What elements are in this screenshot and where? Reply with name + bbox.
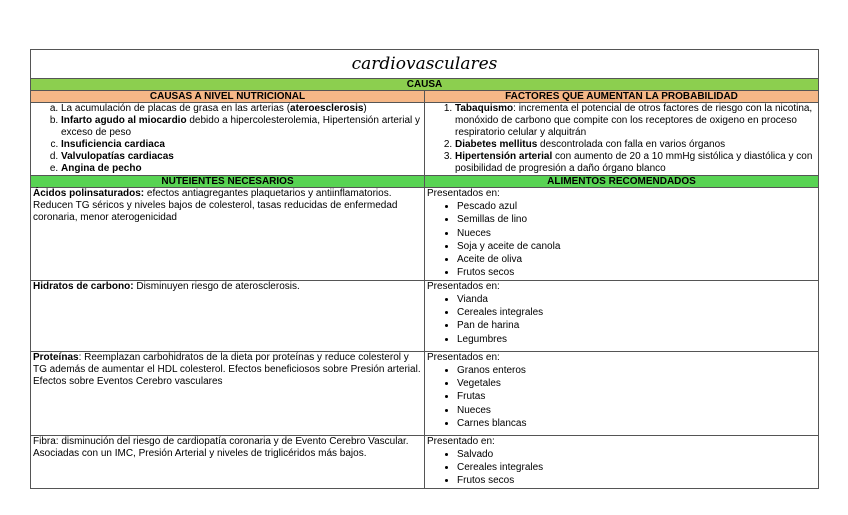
cause-bold: Infarto agudo al miocardio xyxy=(61,115,187,126)
list-item: • Frutos secos xyxy=(457,474,816,487)
list-item: • Aceite de oliva xyxy=(457,253,816,266)
nutrient-label: Ácidos polinsaturados: xyxy=(33,188,145,199)
foods-list xyxy=(427,448,816,488)
foods-intro: Presentados en: xyxy=(427,188,500,199)
list-item: • Nueces xyxy=(457,227,816,240)
list-item: • Granos enteros xyxy=(457,364,816,377)
document-table-wrapper xyxy=(30,49,818,489)
nutrient-cell xyxy=(31,188,425,281)
cause-bold: Insuficiencia cardiaca xyxy=(61,139,165,150)
nutrient-label: Hidratos de carbono: xyxy=(33,280,134,292)
list-item xyxy=(61,103,422,115)
cause-bold: Valvulopatías cardiacas xyxy=(61,151,174,162)
list-item: • Cereales integrales xyxy=(457,306,816,319)
list-item: • Salvado xyxy=(457,448,816,461)
cause-band: CAUSA xyxy=(31,79,819,91)
list-item: • Soja y aceite de canola xyxy=(457,240,816,253)
list-item: • Frutos secos xyxy=(457,266,816,279)
causes-list xyxy=(33,103,422,175)
foods-cell xyxy=(425,351,819,435)
foods-list xyxy=(427,364,816,430)
factor-bold: Hipertensión arterial xyxy=(455,151,553,162)
nutrient-label: Proteínas xyxy=(33,351,79,363)
factor-text: : incrementa el potencial de otros factores de riesgo con la nicotina, monóxido de carbono que compite con los receptores de oxigeno en proceso respiratorio celular y alquitrán xyxy=(455,103,813,138)
factor-text: descontrolada con falla en varios órganos xyxy=(537,139,726,150)
foods-intro: Presentados en: xyxy=(427,280,500,292)
causes-header: CAUSAS A NIVEL NUTRICIONAL xyxy=(31,91,425,103)
list-item: • Frutas xyxy=(457,390,816,403)
nutrient-text: efectos antiagregantes plaquetarios y antiinflamatorios. Reducen TG séricos y niveles bajos de colesterol, tasas reducidas de enfermedad coronaria, menor aterogenicidad xyxy=(33,188,398,223)
nutrient-extra: Efectos sobre Eventos Cerebro vasculares xyxy=(33,375,223,387)
list-item xyxy=(61,139,422,151)
cause-text: debido a hipercolesterolemia, Hipertensión arterial y exceso de peso xyxy=(61,115,421,138)
nutrients-header: NUTEIENTES NECESARIOS xyxy=(31,176,425,188)
list-item: • Vianda xyxy=(457,293,816,306)
factor-bold: Tabaquismo xyxy=(455,103,514,114)
list-item xyxy=(455,139,816,151)
list-item: • Cereales integrales xyxy=(457,461,816,474)
page-title: cardiovasculares xyxy=(31,50,819,79)
foods-header: ALIMENTOS RECOMENDADOS xyxy=(425,176,819,188)
nutrient-text: Fibra: disminución del riesgo de cardiopatía coronaria y de Evento Cerebro Vascular. Asociadas con un IMC, Presión Arterial y niveles de triglicéridos más bajos. xyxy=(33,435,409,459)
list-item: • Carnes blancas xyxy=(457,417,816,430)
causes-cell xyxy=(31,103,425,176)
factors-header: FACTORES QUE AUMENTAN LA PROBABILIDAD xyxy=(425,91,819,103)
list-item xyxy=(61,115,422,139)
foods-list xyxy=(427,200,816,280)
nutrient-text: Disminuyen riesgo de aterosclerosis. xyxy=(133,280,300,292)
list-item: • Semillas de lino xyxy=(457,213,816,226)
list-item: • Nueces xyxy=(457,404,816,417)
list-item xyxy=(61,163,422,175)
list-item: • Vegetales xyxy=(457,377,816,390)
cause-bold: Angina de pecho xyxy=(61,163,142,174)
nutrient-cell xyxy=(31,435,425,488)
foods-intro: Presentado en: xyxy=(427,435,495,447)
list-item xyxy=(455,103,816,139)
factor-text: con aumento de 20 a 10 mmHg sistólica y diastólica y con posibilidad de progresión a daño órgano blanco xyxy=(455,151,813,174)
nutrient-text: : Reemplazan carbohidratos de la dieta por proteínas y reduce colesterol y TG además de aumentar el HDL colesterol. Efectos beneficiosos sobre Presión arterial. xyxy=(33,351,421,375)
foods-cell xyxy=(425,280,819,351)
cause-text: La acumulación de placas de grasa en las arterias ( xyxy=(61,103,291,114)
foods-list xyxy=(427,293,816,346)
list-item: • Pan de harina xyxy=(457,319,816,332)
list-item xyxy=(455,151,816,175)
list-item xyxy=(61,151,422,163)
foods-intro: Presentados en: xyxy=(427,351,500,363)
cause-text: ) xyxy=(363,103,367,114)
foods-cell xyxy=(425,435,819,488)
nutrient-cell xyxy=(31,351,425,435)
nutrient-cell xyxy=(31,280,425,351)
foods-cell xyxy=(425,188,819,281)
list-item: • Pescado azul xyxy=(457,200,816,213)
list-item: • Legumbres xyxy=(457,333,816,346)
factor-bold: Diabetes mellitus xyxy=(455,139,538,150)
cardiovascular-table xyxy=(30,49,819,489)
cause-bold: ateroesclerosis xyxy=(290,103,364,114)
factors-list xyxy=(427,103,816,175)
factors-cell xyxy=(425,103,819,176)
